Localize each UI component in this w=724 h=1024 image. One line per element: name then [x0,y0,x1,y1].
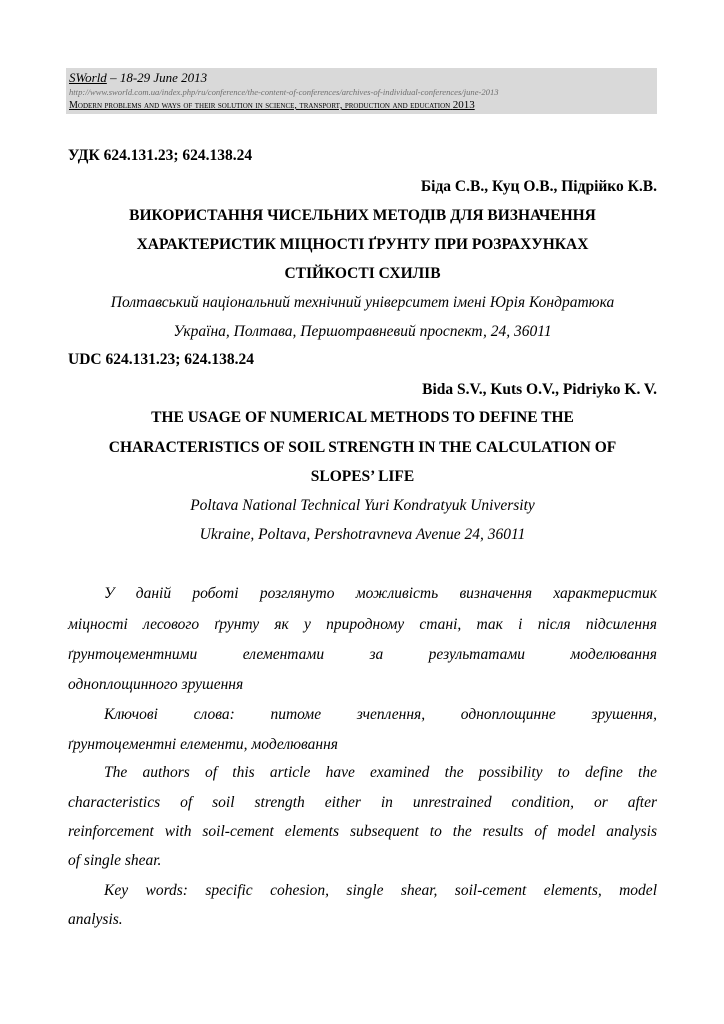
abstract-ua-line-3: ґрунтоцементними елементами за результатами моделювання [68,646,657,663]
abstract-ua-line-2: міцності лесового ґрунту як у природному стані, так і після підсилення [68,616,657,633]
abstract-ua-line-4: одноплощинного зрушення [68,676,244,693]
title-en-line-3: SLOPES’ LIFE [310,468,415,485]
sworld-logo: SWorld [69,70,107,85]
udc-en: UDC 624.131.23; 624.138.24 [68,351,254,368]
keywords-ua-line-2: ґрунтоцементні елементи, моделювання [68,736,338,753]
abstract-en-line-3: reinforcement with soil-cement elements subsequent to the results of model analysis [68,823,657,840]
header-url: http://www.sworld.com.ua/index.php/ru/conference/the-content-of-conferences/archives-of-individual-conferences/june-2013 [69,87,499,97]
authors-en: Bida S.V., Kuts O.V., Pidriyko K. V. [422,381,657,398]
abstract-en-line-2: characteristics of soil strength either in unrestrained condition, or after [68,794,657,811]
affiliation-en: Poltava National Technical Yuri Kondratyuk University [190,497,535,514]
abstract-ua-line-1: У даній роботі розглянуто можливість визначення характеристик [104,585,657,602]
title-ua-line-2: ХАРАКТЕРИСТИК МІЦНОСТІ ҐРУНТУ ПРИ РОЗРАХУНКАХ [136,236,589,253]
keywords-en-line-2: analysis. [68,911,123,928]
address-ua: Україна, Полтава, Першотравневий проспект, 24, 36011 [173,323,552,340]
title-en-line-1: THE USAGE OF NUMERICAL METHODS TO DEFINE THE [151,409,574,426]
conference-year: 2013 [452,99,475,111]
conference-header [66,68,657,114]
title-ua-line-1: ВИКОРИСТАННЯ ЧИСЕЛЬНИХ МЕТОДІВ ДЛЯ ВИЗНАЧЕННЯ [129,207,596,224]
keywords-ua-line-1: Ключові слова: питоме зчеплення, одноплощинне зрушення, [104,706,657,723]
udc-ua: УДК 624.131.23; 624.138.24 [68,147,253,164]
abstract-en-line-1: The authors of this article have examined the possibility to define the [104,764,657,781]
header-date: – 18-29 June 2013 [106,70,208,85]
conference-title: Modern problems and ways of their solution in science, transport, production and education [69,100,451,111]
abstract-en-line-4: of single shear. [68,852,162,869]
address-en: Ukraine, Poltava, Pershotravneva Avenue 24, 36011 [199,526,526,543]
affiliation-ua: Полтавський національний технічний університет імені Юрія Кондратюка [110,294,615,311]
keywords-en-line-1: Key words: specific cohesion, single shear, soil-cement elements, model [104,882,657,899]
authors-ua: Біда С.В., Куц О.В., Підрійко К.В. [420,178,657,195]
title-en-line-2: CHARACTERISTICS OF SOIL STRENGTH IN THE CALCULATION OF [108,439,617,456]
conference-title-line [69,99,654,112]
header-brand-line [69,70,654,85]
title-ua-line-3: СТІЙКОСТІ СХИЛІВ [284,265,441,282]
